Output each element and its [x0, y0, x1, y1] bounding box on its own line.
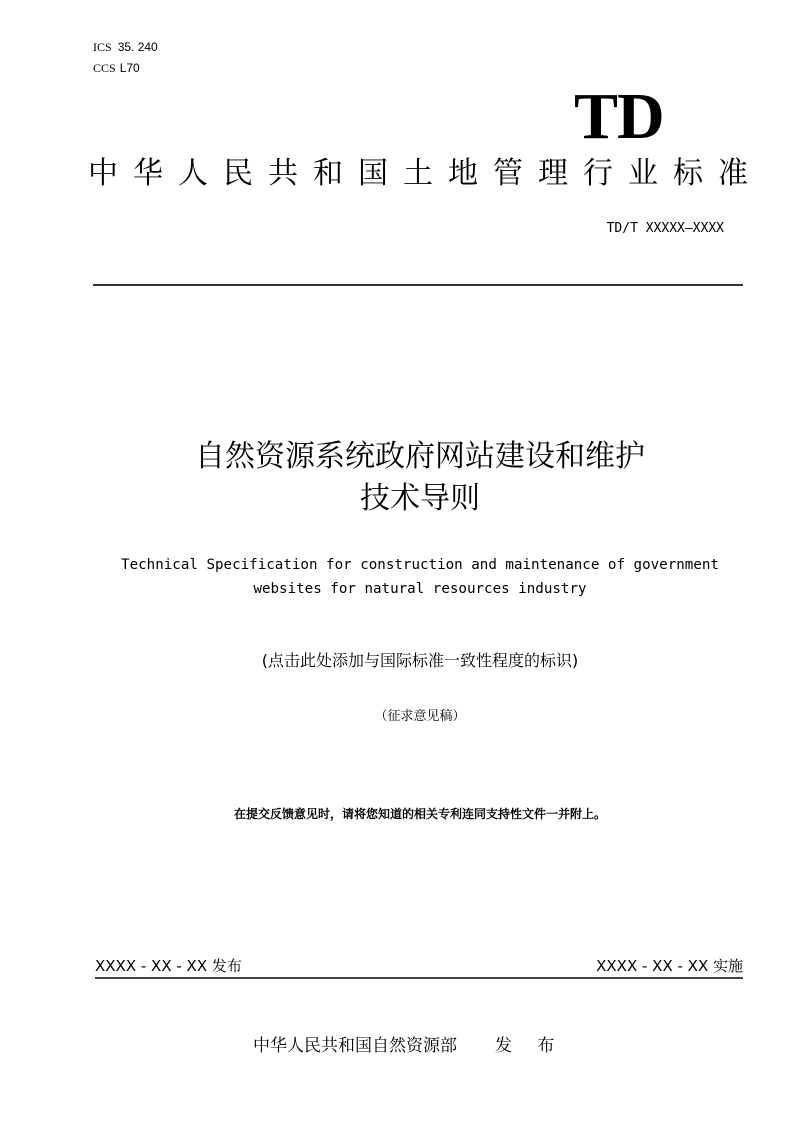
ics-label: ICS [93, 40, 112, 54]
category-char: 中 [88, 156, 118, 191]
release-date: XXXX - XX - XX 发布 [95, 957, 242, 975]
title-en-line-2: websites for natural resources industry [253, 581, 587, 597]
category-char: 国 [358, 156, 388, 191]
document-title-cn [100, 436, 740, 520]
title-cn-line-1: 自然资源系统政府网站建设和维护 [195, 439, 645, 474]
ccs-label: CCS [93, 61, 116, 75]
category-char: 管 [493, 156, 523, 191]
standard-code: TD/T XXXXX—XXXX [606, 221, 724, 236]
category-char: 土 [403, 156, 433, 191]
category-char: 人 [178, 156, 208, 191]
ics-code [93, 40, 158, 54]
td-logo: TD [574, 80, 664, 153]
consistency-placeholder[interactable]: (点击此处添加与国际标准一致性程度的标识) [261, 651, 579, 670]
draft-status: （征求意见稿） [374, 709, 466, 724]
category-char: 业 [628, 156, 658, 191]
implementation-date: XXXX - XX - XX 实施 [596, 957, 743, 975]
ccs-value: L70 [119, 61, 140, 75]
issuer [253, 1034, 564, 1058]
title-en-line-1: Technical Specification for construction and maintenance of government [121, 557, 719, 573]
category-char: 地 [448, 156, 478, 191]
category-char: 和 [313, 156, 343, 191]
footer-divider [95, 977, 743, 979]
header-divider [93, 284, 743, 286]
ics-value: 35. 240 [117, 40, 158, 54]
category-char: 华 [133, 156, 163, 191]
category-char: 行 [583, 156, 613, 191]
category-char: 准 [718, 156, 748, 191]
standard-category-title [88, 154, 748, 194]
category-char: 共 [268, 156, 298, 191]
category-char: 民 [223, 156, 253, 191]
issuer-name: 中华人民共和国自然资源部 [253, 1036, 457, 1056]
ccs-code [93, 61, 140, 75]
date-row [95, 955, 743, 977]
title-cn-line-2: 技术导则 [360, 481, 480, 516]
issuer-action: 发 布 [495, 1036, 565, 1056]
patent-notice: 在提交反馈意见时，请将您知道的相关专利连同支持性文件一并附上。 [233, 807, 606, 821]
document-title-en [80, 553, 760, 601]
category-char: 标 [673, 156, 703, 191]
category-char: 理 [538, 156, 568, 191]
